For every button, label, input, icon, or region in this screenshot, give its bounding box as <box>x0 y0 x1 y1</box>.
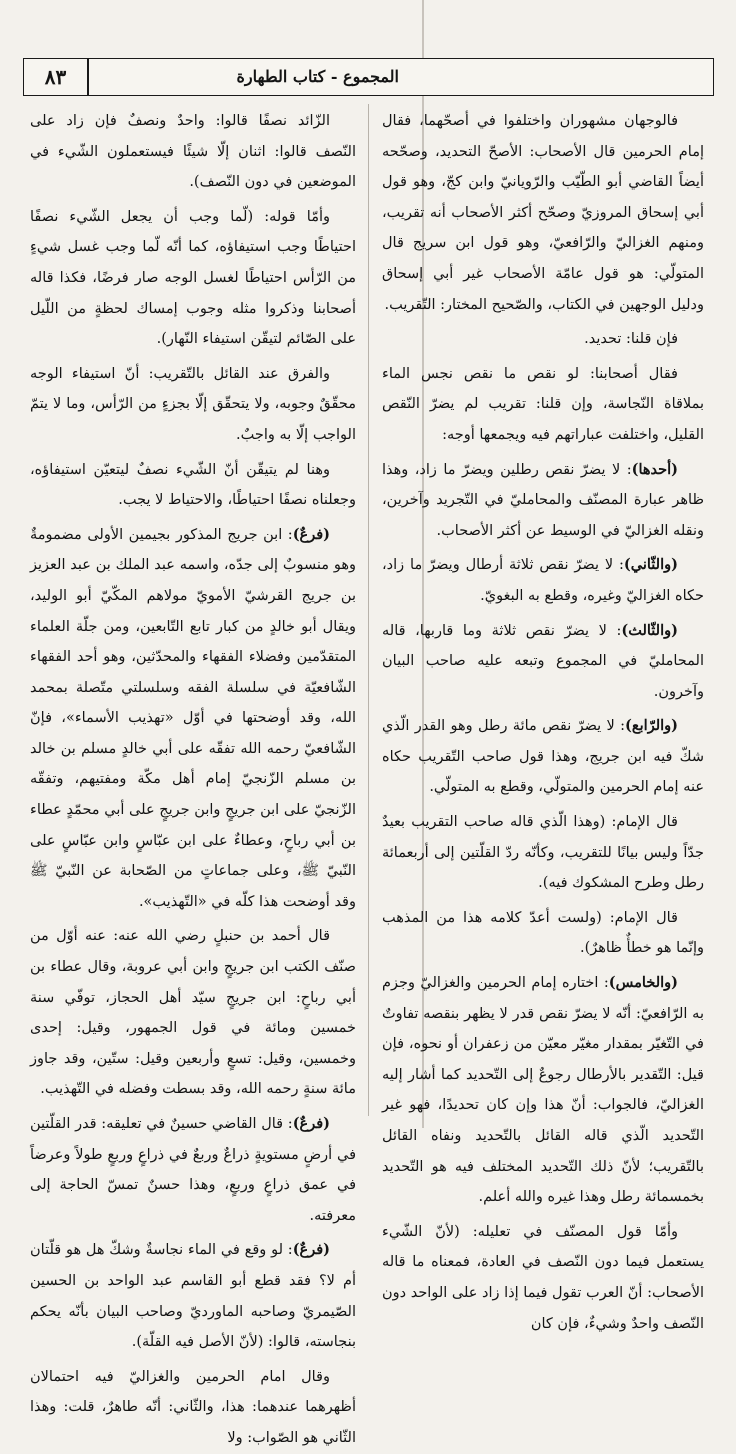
paragraph-text: : ابن جريج المذكور بجيمين الأولى مضمومةٌ وهو منسوبٌ إلى جدّه، واسمه عبد الملك بن عبد العزيز بن جريج القرشيّ الأمويّ مولاهم المكّيّ أبو الوليد، ويقال أبو خالدٍ من كبار تابع التّابعين، ومن جلّة العلماء المتقدّمين وفضلاء الفقهاء والمحدّثين، وهو أحد الفقهاء الشّافعيّة في سلسلة الفقه وسلسلتي متّصلة بمحمد الله، وقد أوضحتها في أوّل «تهذيب الأسماء»، فإنّ الشّافعيّ رحمه الله تفقّه على أبي خالدٍ مسلم بن خالد بن مسلم الزّنجيّ إمام أهل مكّة ومفتيهم، وتفقّه الزّنجيّ على ابن جريجٍ وابن جريجٍ على أبي محمّدٍ عطاء بن أبي رباحٍ، وعطاءٌ على ابن عبّاسٍ وابن عبّاسٍ على النّبيّ ﷺ، وعلى جماعاتٍ من الصّحابة عن النّبيّ ﷺ وقد أوضحت هذا كلّه في «التّهذيب». <box>30 526 356 910</box>
paragraph-text: : قال القاضي حسينٌ في تعليقه: قدر القلّتين في أرضٍ مستويةٍ ذراعٌ وربعٌ في ذراعٍ وربعٍ طولاً وعرضاً في عمق ذراعٍ وربعٍ، وهذا حسنٌ تمسّ الحاجة إلى معرفته. <box>30 1116 356 1224</box>
paragraph-text: : لا يضرّ نقص مائة رطل وهو القدر الّذي شكّ فيه ابن جريج، وهذا قول صاحب التّقريب حكاه عنه إمام الحرمين والمتولّي، وقطع به المتولّي. <box>382 718 704 796</box>
paragraph-heading: (والخامس) <box>608 974 678 992</box>
paragraph <box>382 903 704 964</box>
paragraph-text: وقال امام الحرمين والغزاليّ فيه احتمالان أظهرهما عندهما: هذا، والثّاني: أنّه طاهرٌ، قلت: وهذا الثّاني هو الصّواب: ولا <box>30 1368 356 1446</box>
paragraph-text: : اختاره إمام الحرمين والغزاليّ وجزم به الرّافعيّ: أنّه لا يضرّ نقص قدر لا يظهر بنقصه تفاوتٌ في التّغيّر بمقدار مغيّر معيّن من زعفران أو نحوه، فإن قيل: التّقدير بالأرطال رجوعٌ إلى التّحديد كما أشار إليه الغزاليّ، فالجواب: أنّ هذا وإن كان تحديدًا، فهو غير التّحديد الّذي قاله القائل بالتّحديد ونفاه القائل بالتّقريب؛ لأنّ ذلك التّحديد المختلف فيه هو التّحديد بخمسمائة رطل وهذا غيره والله أعلم. <box>382 975 704 1206</box>
paragraph <box>30 520 356 918</box>
paragraph <box>382 455 704 547</box>
paragraph-text: : لا يضرّ نقص رطلين ويضرّ ما زاد، وهذا ظاهر عبارة المصنّف والمحامليّ في التّجريد وآخرين، ونقله الغزاليّ في الوسيط عن أكثر الأصحاب. <box>382 461 704 539</box>
paragraph <box>30 106 356 198</box>
paragraph <box>30 1235 356 1357</box>
paragraph-heading: (فرعٌ) <box>292 525 330 543</box>
paragraph-heading: (والثّاني) <box>623 556 678 574</box>
paragraph-text: فإن قلنا: تحديد. <box>584 331 678 348</box>
paragraph <box>382 711 704 803</box>
paragraph-text: الزّائد نصفًا قالوا: واحدٌ ونصفٌ فإن زاد على النّصف قالوا: اثنان إلّا شيئًا فيستعملون الشّيء في الموضعين في دون النّصف). <box>30 113 356 191</box>
paragraph-text: قال الإمام: (وهذا الّذي قاله صاحب التقريب بعيدٌ جدّاً وليس بيانًا للتقريب، وكأنّه ردّ القلّتين إلى أربعمائة رطل وطرح المشكوك فيه). <box>382 814 704 892</box>
paragraph <box>30 202 356 355</box>
paragraph <box>382 550 704 611</box>
paragraph-text: وأمّا قول المصنّف في تعليله: (لأنّ الشّيء يستعمل فيما دون النّصف في العادة، فمعناه ما قاله الأصحاب: أنّ العرب تقول فيما إذا زاد على الواحد دون النّصف واحدٌ وشيءٌ، فإن كان <box>382 1223 704 1332</box>
paragraph-text: : لا يضرّ نقص ثلاثة وما قاربها، قاله المحامليّ في المجموع وتبعه عليه صاحب البيان وآخرون. <box>382 622 704 700</box>
left-text-column <box>30 106 356 1446</box>
paragraph-text: وأمّا قوله: (لّما وجب أن يجعل الشّيء نصفًا احتياطًا وجب استيفاؤه، كما أنّه لّما وجب غسل شيءٍ من الرّأس احتياطًا لغسل الوجه صار فرضًا، فكذا قاله أصحابنا وذكروا مثله وجوب إمساك لحظةٍ من اللّيل على الصّائم لتيقّن استيفاء النّهار). <box>30 208 356 348</box>
paragraph-heading: (والثّالث) <box>621 621 678 639</box>
paragraph-text: والفرق عند القائل بالتّقريب: أنّ استيفاء الوجه محقّقٌ وجوبه، ولا يتحقّق إلّا بجزءٍ من الرّأس، وما لا يتمّ الواجب إلّا به واجبٌ. <box>30 365 356 443</box>
column-divider <box>368 104 369 1116</box>
paragraph <box>382 1217 704 1339</box>
paragraph-text: : لو وقع في الماء نجاسةٌ وشكّ هل هو قلّتان أم لا؟ فقد قطع أبو القاسم عبد الواحد بن الحسين الصّيمريّ وصاحبه الماورديّ وصاحب البيان بأنّه يحكم بنجاسته، قالوا: (لأنّ الأصل فيه القلّة). <box>30 1242 356 1351</box>
paragraph <box>382 359 704 451</box>
paragraph-heading: (فرعٌ) <box>292 1241 330 1259</box>
paragraph <box>382 807 704 899</box>
paragraph <box>30 455 356 516</box>
paragraph <box>30 359 356 451</box>
paragraph <box>382 106 704 320</box>
paragraph <box>30 1109 356 1231</box>
paragraph-text: قال الإمام: (ولست أعدّ كلامه هذا من المذهب وإنّما هو خطأٌ ظاهرٌ). <box>382 909 704 957</box>
paragraph-text: : لا يضرّ نقص ثلاثة أرطال ويضرّ ما زاد، حكاه الغزاليّ وغيره، وقطع به البغويّ. <box>382 557 704 604</box>
right-text-column <box>382 106 704 1332</box>
paragraph-heading: (فرعٌ) <box>292 1115 330 1132</box>
paragraph-text: قال أحمد بن حنبلٍ رضي الله عنه: عنه أوّل من صنّف الكتب ابن جريجٍ وابن أبي عروبة، وقال عطاء بن أبي رباحٍ: ابن جريجٍ سيّد أهل الحجاز، توفّي سنة خمسين ومائة في قول الجمهور، وقيل: إحدى وخمسين، وقيل: تسعٍ وأربعين وقيل: ستّين، وقد جاوز مائة سنةٍ رحمه الله، وقد بسطت وفضله في التّهذيب. <box>30 928 356 1098</box>
header-divider <box>87 59 89 95</box>
page-header <box>23 58 714 96</box>
paragraph <box>30 921 356 1105</box>
paragraph <box>30 1362 356 1454</box>
paragraph-text: فقال أصحابنا: لو نقص ما نقص نجس الماء بملاقاة النّجاسة، وإن قلنا: تقريب لم يضرّ النّقص القليل، واختلفت عباراتهم فيه ويجمعها أوجه: <box>382 365 704 443</box>
paragraph-text: فالوجهان مشهوران واختلفوا في أصحّهما، فقال إمام الحرمين قال الأصحاب: الأصحّ التحديد، وصحّحه أيضاً القاضي أبو الطّيّب والرّويانيّ وابن كجّ، وهو قول أبي إسحاق المروزيّ وصحّح أكثر الأصحاب أنه تقريب، ومنهم الغزاليّ والرّافعيّ، وهو قول ابن سريج قال المتولّي: هو قول عامّة الأصحاب غير أبي إسحاق ودليل الوجهين في الكتاب، والصّحيح المختار: التّقريب. <box>382 113 704 313</box>
paragraph <box>382 968 704 1213</box>
paragraph-text: وهنا لم يتيقّن أنّ الشّيء نصفٌ ليتعيّن استيفاؤه، وجعلناه نصفًا احتياطًا، والاحتياط لا يجب. <box>30 461 356 509</box>
page-number: ٨٣ <box>44 65 67 89</box>
paragraph <box>382 324 704 355</box>
paragraph <box>382 616 704 708</box>
paragraph-heading: (والرّابع) <box>625 717 678 735</box>
paragraph-heading: (أحدها) <box>631 460 678 478</box>
running-title: المجموع - كتاب الطهارة <box>236 67 399 86</box>
